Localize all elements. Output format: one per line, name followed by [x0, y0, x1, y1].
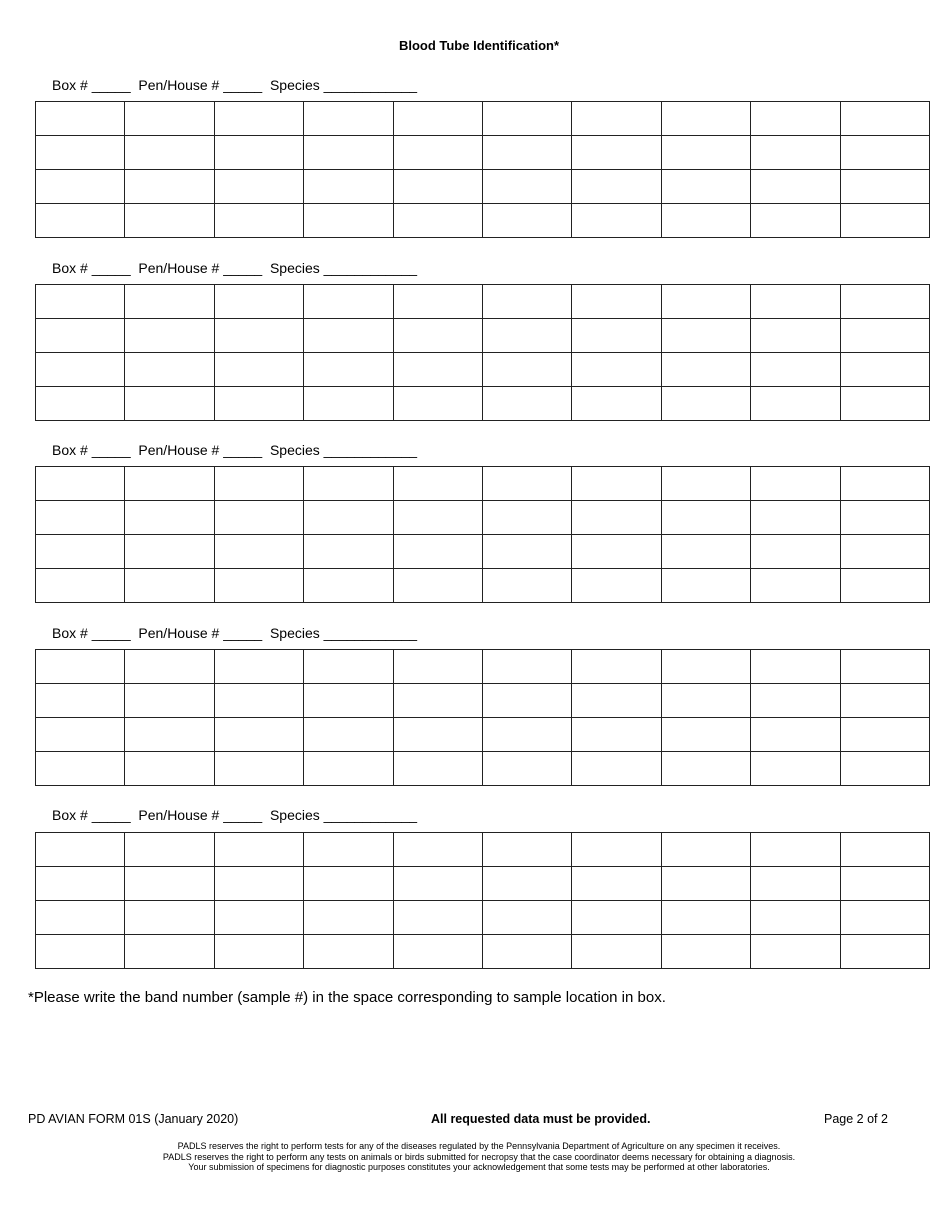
sample-cell[interactable] — [661, 136, 750, 170]
grid-row — [36, 535, 930, 569]
sample-cell[interactable] — [661, 353, 750, 387]
sample-cell[interactable] — [572, 387, 661, 421]
sample-cell[interactable] — [572, 867, 661, 901]
grid-row — [36, 467, 930, 501]
sample-cell[interactable] — [393, 136, 482, 170]
sample-cell[interactable] — [751, 170, 840, 204]
sample-cell[interactable] — [393, 833, 482, 867]
sample-cell[interactable] — [393, 752, 482, 786]
sample-cell[interactable] — [840, 285, 929, 319]
sample-cell[interactable] — [393, 501, 482, 535]
sample-cell[interactable] — [482, 867, 571, 901]
sample-cell[interactable] — [751, 501, 840, 535]
sample-cell[interactable] — [482, 833, 571, 867]
sample-cell[interactable] — [572, 650, 661, 684]
sample-grid-2[interactable] — [35, 284, 930, 421]
sample-cell[interactable] — [214, 285, 303, 319]
grid-row — [36, 935, 930, 969]
sample-cell[interactable] — [36, 752, 125, 786]
sample-cell[interactable] — [214, 901, 303, 935]
sample-cell[interactable] — [482, 170, 571, 204]
sample-cell[interactable] — [304, 684, 393, 718]
sample-cell[interactable] — [304, 535, 393, 569]
sample-cell[interactable] — [393, 102, 482, 136]
sample-cell[interactable] — [751, 204, 840, 238]
sample-cell[interactable] — [661, 901, 750, 935]
sample-cell[interactable] — [572, 684, 661, 718]
sample-cell[interactable] — [36, 319, 125, 353]
sample-cell[interactable] — [304, 353, 393, 387]
sample-grid-3[interactable] — [35, 466, 930, 603]
sample-cell[interactable] — [36, 353, 125, 387]
sample-cell[interactable] — [36, 387, 125, 421]
sample-cell[interactable] — [840, 569, 929, 603]
sample-cell[interactable] — [304, 867, 393, 901]
sample-cell[interactable] — [304, 204, 393, 238]
sample-cell[interactable] — [125, 204, 214, 238]
sample-cell[interactable] — [214, 867, 303, 901]
grid-row — [36, 901, 930, 935]
sample-cell[interactable] — [125, 285, 214, 319]
sample-cell[interactable] — [393, 535, 482, 569]
grid-row — [36, 285, 930, 319]
sample-cell[interactable] — [661, 535, 750, 569]
sample-cell[interactable] — [36, 535, 125, 569]
sample-cell[interactable] — [214, 136, 303, 170]
sample-cell[interactable] — [482, 935, 571, 969]
sample-cell[interactable] — [751, 684, 840, 718]
sample-cell[interactable] — [572, 353, 661, 387]
sample-cell[interactable] — [482, 136, 571, 170]
sample-cell[interactable] — [840, 387, 929, 421]
sample-cell[interactable] — [304, 935, 393, 969]
sample-cell[interactable] — [751, 833, 840, 867]
sample-cell[interactable] — [572, 935, 661, 969]
sample-cell[interactable] — [393, 718, 482, 752]
sample-cell[interactable] — [482, 501, 571, 535]
grid-row — [36, 136, 930, 170]
sample-cell[interactable] — [393, 467, 482, 501]
sample-cell[interactable] — [482, 752, 571, 786]
sample-cell[interactable] — [840, 501, 929, 535]
grid-row — [36, 204, 930, 238]
disclaimer-line: PADLS reserves the right to perform tests for any of the diseases regulated by the Pennsylvania Department of Agriculture on any specimen it receives. — [177, 1141, 781, 1151]
sample-cell[interactable] — [36, 935, 125, 969]
sample-cell[interactable] — [304, 650, 393, 684]
sample-cell[interactable] — [125, 102, 214, 136]
sample-cell[interactable] — [304, 319, 393, 353]
sample-cell[interactable] — [214, 569, 303, 603]
grid-row — [36, 319, 930, 353]
sample-cell[interactable] — [125, 935, 214, 969]
sample-cell[interactable] — [661, 170, 750, 204]
sample-cell[interactable] — [393, 387, 482, 421]
sample-cell[interactable] — [304, 136, 393, 170]
sample-cell[interactable] — [661, 718, 750, 752]
sample-cell[interactable] — [36, 467, 125, 501]
sample-cell[interactable] — [751, 752, 840, 786]
sample-cell[interactable] — [661, 204, 750, 238]
sample-cell[interactable] — [751, 285, 840, 319]
sample-cell[interactable] — [304, 387, 393, 421]
section-header-5: Box # _____ Pen/House # _____ Species ____________ — [52, 807, 418, 823]
sample-cell[interactable] — [304, 285, 393, 319]
sample-cell[interactable] — [36, 684, 125, 718]
sample-cell[interactable] — [393, 901, 482, 935]
sample-cell[interactable] — [36, 204, 125, 238]
sample-cell[interactable] — [125, 319, 214, 353]
sample-cell[interactable] — [125, 467, 214, 501]
sample-cell[interactable] — [304, 170, 393, 204]
sample-cell[interactable] — [214, 935, 303, 969]
sample-grid-4[interactable] — [35, 649, 930, 786]
sample-cell[interactable] — [36, 170, 125, 204]
sample-cell[interactable] — [572, 170, 661, 204]
sample-cell[interactable] — [304, 901, 393, 935]
sample-cell[interactable] — [661, 867, 750, 901]
sample-cell[interactable] — [751, 718, 840, 752]
sample-cell[interactable] — [393, 204, 482, 238]
sample-cell[interactable] — [751, 102, 840, 136]
sample-cell[interactable] — [751, 901, 840, 935]
sample-cell[interactable] — [214, 102, 303, 136]
sample-cell[interactable] — [214, 319, 303, 353]
sample-cell[interactable] — [393, 353, 482, 387]
sample-cell[interactable] — [125, 684, 214, 718]
sample-cell[interactable] — [751, 387, 840, 421]
sample-cell[interactable] — [36, 285, 125, 319]
sample-cell[interactable] — [751, 867, 840, 901]
sample-cell[interactable] — [840, 102, 929, 136]
sample-cell[interactable] — [751, 650, 840, 684]
grid-row — [36, 353, 930, 387]
sample-cell[interactable] — [661, 752, 750, 786]
sample-cell[interactable] — [572, 833, 661, 867]
sample-cell[interactable] — [214, 650, 303, 684]
sample-cell[interactable] — [840, 867, 929, 901]
sample-cell[interactable] — [214, 387, 303, 421]
sample-cell[interactable] — [572, 535, 661, 569]
sample-cell[interactable] — [482, 285, 571, 319]
sample-cell[interactable] — [751, 569, 840, 603]
sample-cell[interactable] — [393, 569, 482, 603]
sample-cell[interactable] — [36, 569, 125, 603]
sample-cell[interactable] — [214, 833, 303, 867]
sample-cell[interactable] — [572, 285, 661, 319]
sample-cell[interactable] — [661, 285, 750, 319]
sample-cell[interactable] — [482, 684, 571, 718]
sample-cell[interactable] — [840, 535, 929, 569]
sample-cell[interactable] — [840, 684, 929, 718]
sample-cell[interactable] — [840, 170, 929, 204]
sample-cell[interactable] — [482, 353, 571, 387]
sample-cell[interactable] — [482, 718, 571, 752]
sample-cell[interactable] — [36, 718, 125, 752]
sample-cell[interactable] — [840, 136, 929, 170]
sample-cell[interactable] — [661, 684, 750, 718]
grid-row — [36, 718, 930, 752]
sample-cell[interactable] — [482, 569, 571, 603]
sample-cell[interactable] — [125, 901, 214, 935]
grid-row — [36, 684, 930, 718]
sample-cell[interactable] — [393, 867, 482, 901]
disclaimer-line: Your submission of specimens for diagnostic purposes constitutes your acknowledgement that some tests may be performed at other laboratories. — [188, 1162, 770, 1172]
sample-cell[interactable] — [125, 833, 214, 867]
sample-cell[interactable] — [214, 353, 303, 387]
sample-cell[interactable] — [304, 467, 393, 501]
sample-cell[interactable] — [304, 569, 393, 603]
form-id: PD AVIAN FORM 01S (January 2020) — [28, 1112, 239, 1126]
sample-cell[interactable] — [572, 752, 661, 786]
grid-row — [36, 102, 930, 136]
sample-cell[interactable] — [661, 501, 750, 535]
sample-cell[interactable] — [393, 170, 482, 204]
sample-cell[interactable] — [482, 901, 571, 935]
sample-cell[interactable] — [751, 319, 840, 353]
sample-cell[interactable] — [393, 650, 482, 684]
section-header-3: Box # _____ Pen/House # _____ Species ____________ — [52, 442, 418, 458]
sample-cell[interactable] — [840, 353, 929, 387]
sample-cell[interactable] — [661, 319, 750, 353]
sample-cell[interactable] — [125, 136, 214, 170]
sample-cell[interactable] — [661, 650, 750, 684]
sample-cell[interactable] — [125, 387, 214, 421]
sample-cell[interactable] — [36, 136, 125, 170]
sample-cell[interactable] — [840, 718, 929, 752]
sample-cell[interactable] — [125, 867, 214, 901]
section-header-2: Box # _____ Pen/House # _____ Species ____________ — [52, 260, 418, 276]
sample-cell[interactable] — [661, 102, 750, 136]
sample-cell[interactable] — [304, 102, 393, 136]
sample-cell[interactable] — [482, 387, 571, 421]
sample-cell[interactable] — [661, 387, 750, 421]
sample-cell[interactable] — [214, 204, 303, 238]
sample-cell[interactable] — [482, 467, 571, 501]
grid-row — [36, 569, 930, 603]
grid-row — [36, 752, 930, 786]
sample-cell[interactable] — [393, 285, 482, 319]
sample-cell[interactable] — [304, 501, 393, 535]
sample-cell[interactable] — [214, 535, 303, 569]
sample-cell[interactable] — [572, 718, 661, 752]
sample-cell[interactable] — [572, 204, 661, 238]
grid-row — [36, 501, 930, 535]
sample-cell[interactable] — [751, 535, 840, 569]
sample-cell[interactable] — [661, 935, 750, 969]
sample-cell[interactable] — [214, 752, 303, 786]
sample-cell[interactable] — [661, 467, 750, 501]
sample-cell[interactable] — [840, 935, 929, 969]
sample-cell[interactable] — [661, 833, 750, 867]
sample-cell[interactable] — [482, 650, 571, 684]
sample-cell[interactable] — [36, 833, 125, 867]
sample-cell[interactable] — [214, 718, 303, 752]
grid-row — [36, 387, 930, 421]
sample-cell[interactable] — [36, 501, 125, 535]
sample-cell[interactable] — [840, 752, 929, 786]
sample-cell[interactable] — [572, 901, 661, 935]
sample-cell[interactable] — [482, 319, 571, 353]
sample-cell[interactable] — [36, 901, 125, 935]
sample-cell[interactable] — [125, 718, 214, 752]
sample-cell[interactable] — [572, 102, 661, 136]
sample-cell[interactable] — [36, 650, 125, 684]
page-title: Blood Tube Identification* — [398, 38, 560, 53]
sample-cell[interactable] — [214, 501, 303, 535]
sample-cell[interactable] — [125, 650, 214, 684]
requirement-notice: All requested data must be provided. — [431, 1112, 651, 1126]
sample-cell[interactable] — [125, 569, 214, 603]
sample-cell[interactable] — [214, 467, 303, 501]
grid-row — [36, 833, 930, 867]
sample-cell[interactable] — [482, 204, 571, 238]
sample-cell[interactable] — [125, 752, 214, 786]
sample-cell[interactable] — [661, 569, 750, 603]
sample-cell[interactable] — [840, 650, 929, 684]
disclaimer — [0, 1141, 950, 1173]
sample-cell[interactable] — [125, 535, 214, 569]
sample-cell[interactable] — [572, 501, 661, 535]
sample-cell[interactable] — [840, 901, 929, 935]
sample-cell[interactable] — [840, 467, 929, 501]
sample-cell[interactable] — [304, 752, 393, 786]
sample-cell[interactable] — [751, 935, 840, 969]
section-header-4: Box # _____ Pen/House # _____ Species ____________ — [52, 625, 418, 641]
sample-cell[interactable] — [572, 467, 661, 501]
sample-cell[interactable] — [751, 136, 840, 170]
grid-row — [36, 867, 930, 901]
sample-cell[interactable] — [482, 102, 571, 136]
sample-cell[interactable] — [36, 102, 125, 136]
sample-cell[interactable] — [125, 170, 214, 204]
sample-cell[interactable] — [36, 867, 125, 901]
grid-row — [36, 170, 930, 204]
sample-cell[interactable] — [304, 718, 393, 752]
sample-cell[interactable] — [214, 170, 303, 204]
sample-cell[interactable] — [751, 353, 840, 387]
sample-cell[interactable] — [572, 569, 661, 603]
sample-cell[interactable] — [840, 319, 929, 353]
sample-grid-1[interactable] — [35, 101, 930, 238]
sample-cell[interactable] — [304, 833, 393, 867]
sample-cell[interactable] — [393, 319, 482, 353]
page-number: Page 2 of 2 — [824, 1112, 888, 1126]
sample-cell[interactable] — [572, 319, 661, 353]
sample-cell[interactable] — [125, 501, 214, 535]
section-header-1: Box # _____ Pen/House # _____ Species ____________ — [52, 77, 418, 93]
sample-cell[interactable] — [840, 833, 929, 867]
sample-grid-5[interactable] — [35, 832, 930, 969]
sample-cell[interactable] — [840, 204, 929, 238]
sample-cell[interactable] — [125, 353, 214, 387]
sample-cell[interactable] — [393, 935, 482, 969]
instruction-note: *Please write the band number (sample #) in the space corresponding to sample location in box. — [28, 989, 666, 1006]
sample-cell[interactable] — [482, 535, 571, 569]
sample-cell[interactable] — [214, 684, 303, 718]
sample-cell[interactable] — [751, 467, 840, 501]
disclaimer-line: PADLS reserves the right to perform any tests on animals or birds submitted for necropsy that the case coordinator deems necessary for obtaining a diagnosis. — [162, 1151, 796, 1162]
sample-cell[interactable] — [393, 684, 482, 718]
grid-row — [36, 650, 930, 684]
sample-cell[interactable] — [572, 136, 661, 170]
